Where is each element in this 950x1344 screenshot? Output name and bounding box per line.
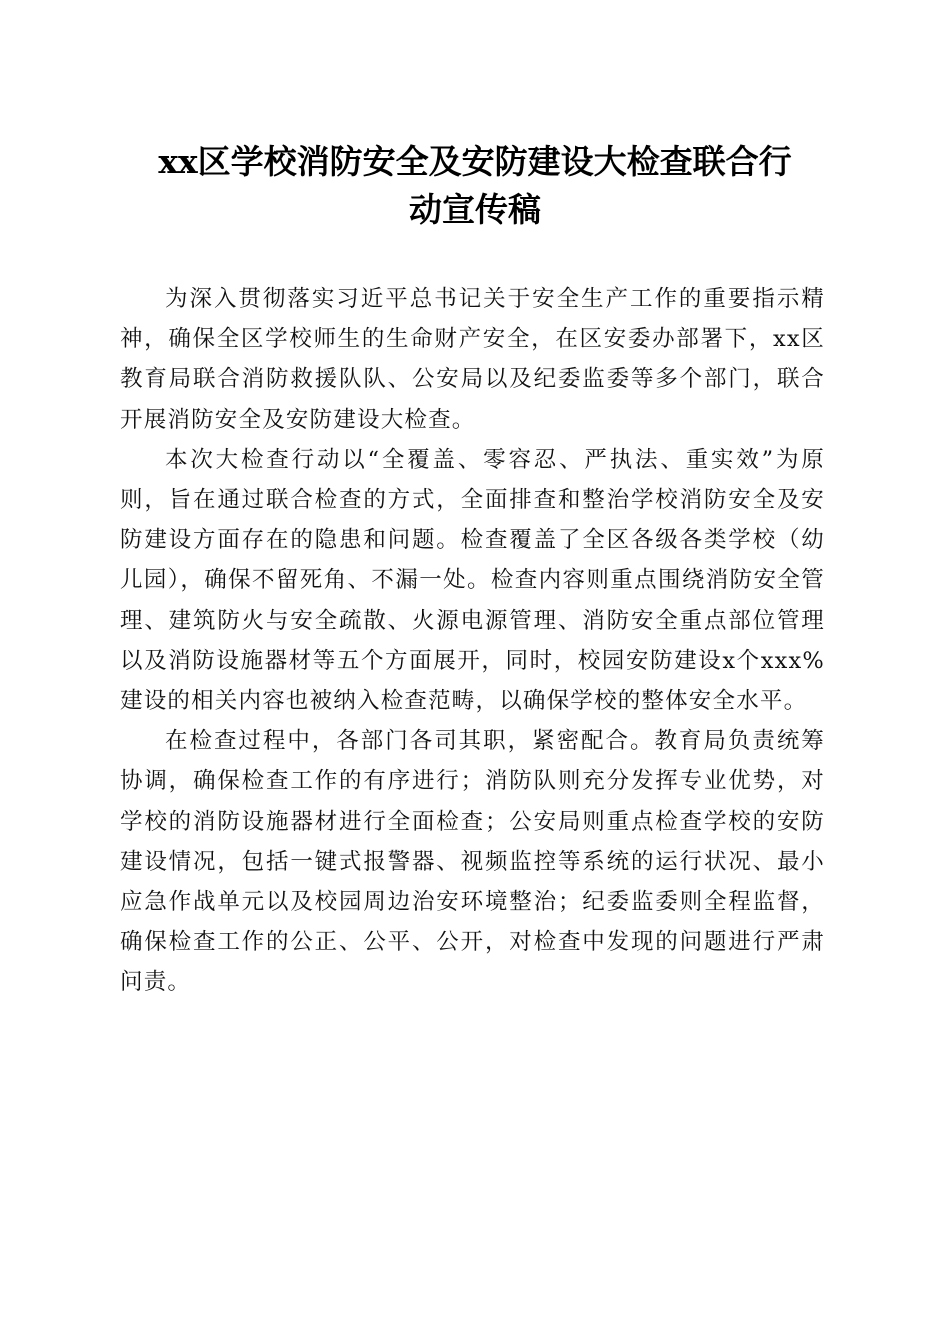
document-body [120, 279, 825, 1003]
paragraph-2: 本次大检查行动以“全覆盖、零容忍、严执法、重实效”为原则，旨在通过联合检查的方式，全面排查和整治学校消防安全及安防建设方面存在的隐患和问题。检查覆盖了全区各级各类学校（幼儿园），确保不留死角、不漏一处。检查内容则重点围绕消防安全管理、建筑防火与安全疏散、火源电源管理、消防安全重点部位管理以及消防设施器材等五个方面展开，同时，校园安防建设x个xxx%建设的相关内容也被纳入检查范畴，以确保学校的整体安全水平。 [120, 446, 825, 715]
title-line-2: 动宣传稿 [409, 190, 541, 229]
paragraph-3: 在检查过程中，各部门各司其职，紧密配合。教育局负责统筹协调，确保检查工作的有序进行；消防队则充分发挥专业优势，对学校的消防设施器材进行全面检查；公安局则重点检查学校的安防建设情况，包括一键式报警器、视频监控等系统的运行状况、最小应急作战单元以及校园周边治安环境整治；纪委监委则全程监督，确保检查工作的公正、公平、公开，对检查中发现的问题进行严肃问责。 [120, 728, 825, 996]
title-line-1: xx区学校消防安全及安防建设大检查联合行 [158, 142, 792, 181]
paragraph-1: 为深入贯彻落实习近平总书记关于安全生产工作的重要指示精神，确保全区学校师生的生命财产安全，在区安委办部署下，xx区教育局联合消防救援队队、公安局以及纪委监委等多个部门，联合开展消防安全及安防建设大检查。 [120, 286, 825, 433]
document-title [110, 138, 840, 234]
